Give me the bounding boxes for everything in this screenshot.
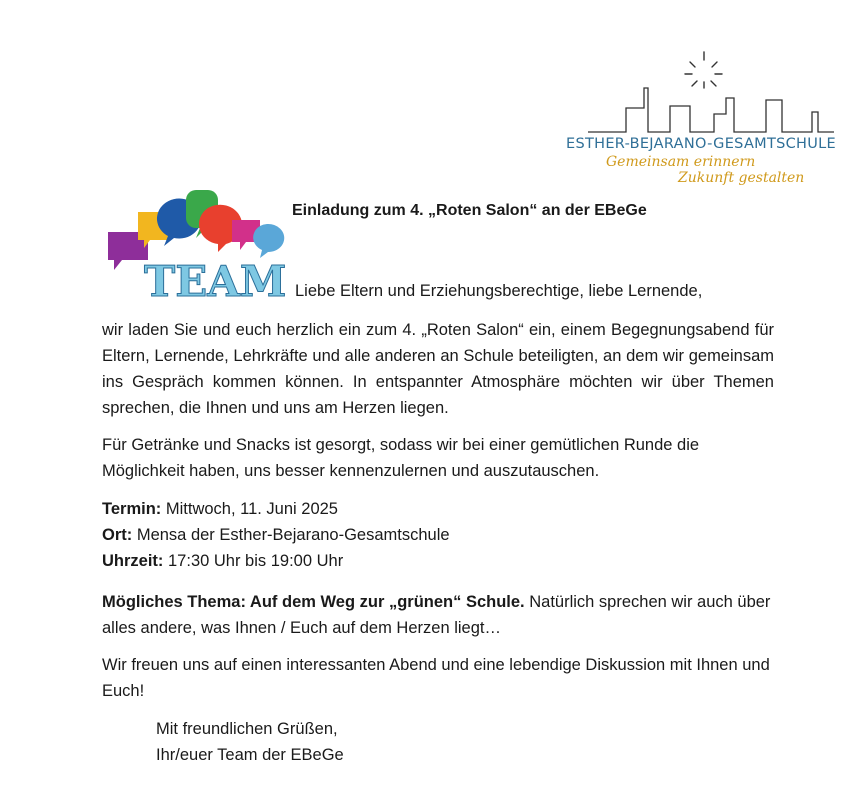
school-tagline-1: Gemeinsam erinnern xyxy=(606,154,756,170)
signature xyxy=(156,716,344,768)
closing-signer: Ihr/euer Team der EBeGe xyxy=(156,746,344,764)
school-tagline-2: Zukunft gestalten xyxy=(678,170,805,186)
uhrzeit-row xyxy=(102,548,450,574)
team-label: TEAM xyxy=(144,257,287,302)
termin-row xyxy=(102,496,450,522)
closing-paragraph: Wir freuen uns auf einen interessanten Abend und eine lebendige Diskussion mit Ihnen und Euch! xyxy=(102,656,770,700)
event-details xyxy=(102,496,450,574)
topic-label: Mögliches Thema: Auf dem Weg zur „grünen“ Schule. xyxy=(102,593,525,611)
team-speech-bubbles-image xyxy=(104,186,296,302)
ort-row xyxy=(102,522,450,548)
topic-text: Natürlich sprechen wir auch über alles andere, was Ihnen / Euch auf dem Herzen liegt… xyxy=(102,593,771,637)
snacks-paragraph: Für Getränke und Snacks ist gesorgt, sodass wir bei einer gemütlichen Runde die Möglichkeit haben, uns besser kennenzulernen und auszutauschen. xyxy=(102,436,700,480)
uhrzeit-value: 17:30 Uhr bis 19:00 Uhr xyxy=(163,552,344,570)
school-logo xyxy=(566,48,838,188)
ort-label: Ort: xyxy=(102,526,133,544)
invitation-title: Einladung zum 4. „Roten Salon“ an der EBeGe xyxy=(292,202,647,219)
closing-salutation: Mit freundlichen Grüßen, xyxy=(156,720,338,738)
school-name: ESTHER-BEJARANO-GESAMTSCHULE xyxy=(566,136,837,152)
topic-paragraph xyxy=(102,589,774,641)
termin-value: Mittwoch, 11. Juni 2025 xyxy=(161,500,338,518)
uhrzeit-label: Uhrzeit: xyxy=(102,552,164,570)
termin-label: Termin: xyxy=(102,500,162,518)
ort-value: Mensa der Esther-Bejarano-Gesamtschule xyxy=(132,526,450,544)
greeting: Liebe Eltern und Erziehungsberechtige, liebe Lernende, xyxy=(295,282,703,300)
school-skyline-sun-icon xyxy=(586,48,836,140)
invitation-paragraph: wir laden Sie und euch herzlich ein zum 4. „Roten Salon“ ein, einem Begegnungsabend für Eltern, Lernende, Lehrkräfte und alle anderen an Schule beteiligten, an dem wir gemeinsam ins Gespräch kommen können. In entspannter Atmosphäre möchten wir über Themen sprechen, die Ihnen und uns am Herzen liegen. xyxy=(102,321,774,417)
